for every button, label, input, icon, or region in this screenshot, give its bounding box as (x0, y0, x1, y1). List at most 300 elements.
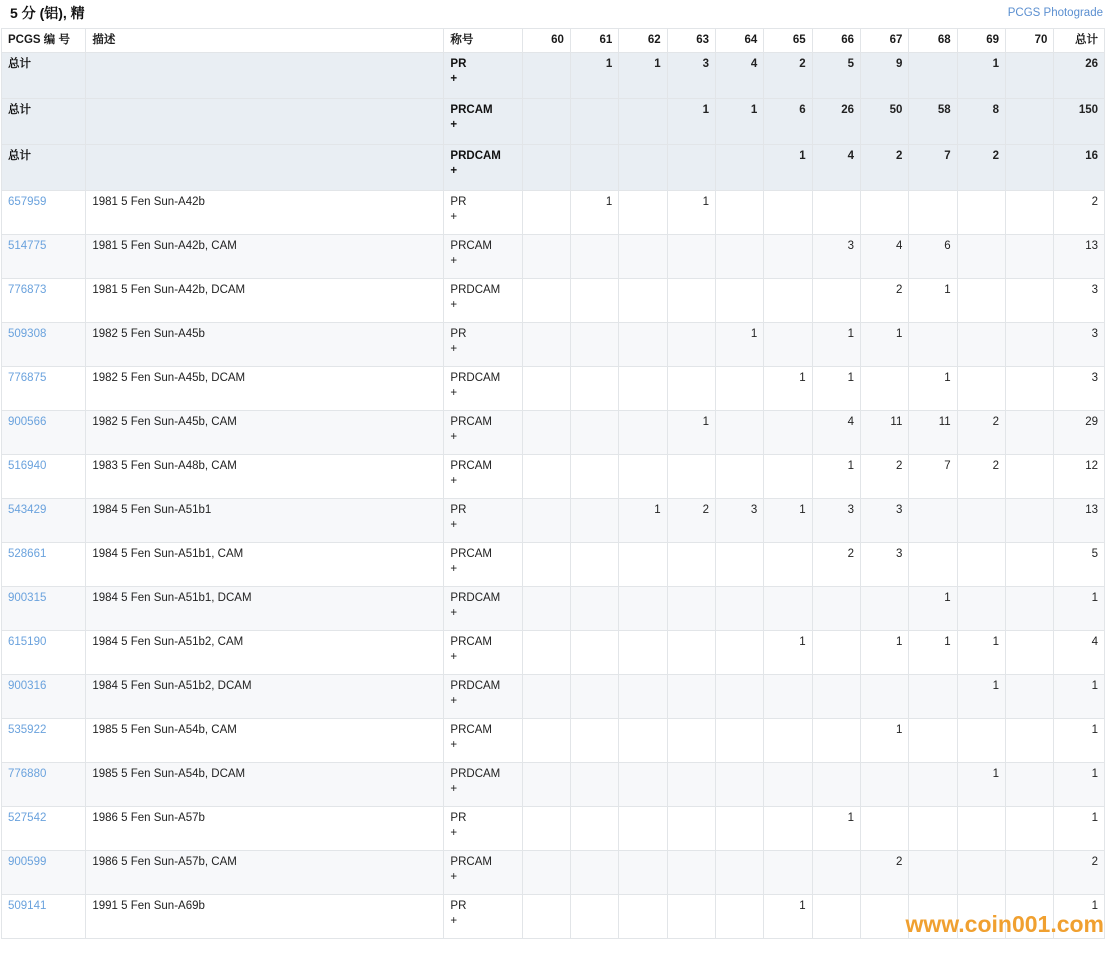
grade-cell-66 (812, 719, 860, 763)
grade-cell-69: 1 (957, 675, 1005, 719)
grade-cell-67: 4 (861, 235, 909, 279)
grade-cell-69 (957, 367, 1005, 411)
grade-cell-63 (667, 895, 715, 939)
row-total-cell: 1 (1054, 719, 1105, 763)
population-table (1, 28, 1105, 939)
designation-cell (444, 191, 522, 235)
designation-plus-label: + (450, 119, 458, 131)
grade-cell-64 (715, 631, 763, 675)
grade-cell-60 (522, 53, 570, 99)
description-cell: 1984 5 Fen Sun-A51b1, DCAM (86, 587, 444, 631)
grade-cell-67 (861, 807, 909, 851)
designation-label: PR (450, 812, 467, 824)
grade-cell-67: 9 (861, 53, 909, 99)
grade-cell-62 (619, 367, 667, 411)
grade-cell-65: 1 (764, 895, 812, 939)
column-header-grade-65: 65 (764, 29, 812, 53)
grade-cell-65 (764, 807, 812, 851)
grade-cell-60 (522, 99, 570, 145)
grade-cell-66 (812, 631, 860, 675)
cert-number-cell (2, 455, 86, 499)
table-row (2, 411, 1105, 455)
grade-cell-69 (957, 587, 1005, 631)
designation-cell (444, 367, 522, 411)
grade-cell-63 (667, 279, 715, 323)
designation-cell (444, 895, 522, 939)
designation-cell (444, 235, 522, 279)
description-cell: 1982 5 Fen Sun-A45b, CAM (86, 411, 444, 455)
row-total-cell: 13 (1054, 235, 1105, 279)
grade-cell-68 (909, 191, 957, 235)
table-row (2, 499, 1105, 543)
description-cell (86, 145, 444, 191)
grade-cell-64 (715, 675, 763, 719)
description-cell: 1986 5 Fen Sun-A57b, CAM (86, 851, 444, 895)
designation-label: PR (450, 58, 467, 70)
grade-cell-69: 2 (957, 455, 1005, 499)
grade-cell-63 (667, 631, 715, 675)
description-cell: 1981 5 Fen Sun-A42b, DCAM (86, 279, 444, 323)
grade-cell-60 (522, 895, 570, 939)
designation-plus-label: + (450, 915, 458, 927)
cert-number-cell (2, 807, 86, 851)
cert-number-cell (2, 851, 86, 895)
table-row (2, 631, 1105, 675)
cert-number-link[interactable]: 900316 (8, 680, 47, 692)
table-row (2, 543, 1105, 587)
grade-cell-70 (1006, 145, 1054, 191)
grade-cell-64 (715, 455, 763, 499)
grade-cell-64: 1 (715, 99, 763, 145)
site-watermark: www.coin001.com (905, 911, 1104, 937)
designation-cell (444, 631, 522, 675)
cert-number-cell (2, 323, 86, 367)
grade-cell-65 (764, 411, 812, 455)
grade-cell-61 (570, 763, 618, 807)
grade-cell-65 (764, 191, 812, 235)
designation-cell (444, 719, 522, 763)
table-row (2, 719, 1105, 763)
grade-cell-67: 1 (861, 631, 909, 675)
row-total-cell: 3 (1054, 279, 1105, 323)
cert-number-cell (2, 719, 86, 763)
cert-number-cell (2, 543, 86, 587)
grade-cell-60 (522, 279, 570, 323)
grade-cell-62 (619, 191, 667, 235)
grade-cell-70 (1006, 895, 1054, 939)
total-label-cell: 总计 (2, 53, 86, 99)
grade-cell-69 (957, 279, 1005, 323)
designation-label: PRCAM (450, 724, 492, 736)
grade-cell-66 (812, 851, 860, 895)
description-cell: 1985 5 Fen Sun-A54b, DCAM (86, 763, 444, 807)
designation-plus-label: + (450, 563, 458, 575)
designation-plus-label: + (450, 73, 458, 85)
grade-cell-67: 2 (861, 145, 909, 191)
designation-cell (444, 455, 522, 499)
grade-cell-66: 2 (812, 543, 860, 587)
grade-cell-67 (861, 191, 909, 235)
grade-cell-67: 2 (861, 279, 909, 323)
description-cell: 1984 5 Fen Sun-A51b2, CAM (86, 631, 444, 675)
grade-cell-64 (715, 145, 763, 191)
grade-cell-62 (619, 411, 667, 455)
grade-cell-68 (909, 719, 957, 763)
grade-cell-69 (957, 191, 1005, 235)
grade-cell-70 (1006, 235, 1054, 279)
grade-cell-61 (570, 235, 618, 279)
page-title: 5 分 (铝), 精 (10, 5, 85, 21)
table-row (2, 587, 1105, 631)
cert-number-cell (2, 279, 86, 323)
cert-number-cell (2, 367, 86, 411)
grade-cell-61 (570, 851, 618, 895)
grade-cell-66: 1 (812, 323, 860, 367)
grade-cell-68 (909, 675, 957, 719)
designation-cell (444, 411, 522, 455)
grade-cell-67: 1 (861, 719, 909, 763)
grade-cell-61 (570, 145, 618, 191)
grade-cell-64 (715, 895, 763, 939)
description-cell (86, 99, 444, 145)
grade-cell-68: 1 (909, 279, 957, 323)
cert-number-cell (2, 675, 86, 719)
row-total-cell: 3 (1054, 323, 1105, 367)
designation-label: PRDCAM (450, 680, 501, 692)
row-total-cell: 4 (1054, 631, 1105, 675)
description-cell: 1983 5 Fen Sun-A48b, CAM (86, 455, 444, 499)
cert-number-link[interactable]: 535922 (8, 724, 47, 736)
grade-cell-62 (619, 543, 667, 587)
grade-cell-70 (1006, 587, 1054, 631)
designation-plus-label: + (450, 431, 458, 443)
grade-cell-62: 1 (619, 499, 667, 543)
grade-cell-68: 7 (909, 455, 957, 499)
row-total-cell: 1 (1054, 675, 1105, 719)
grade-cell-70 (1006, 455, 1054, 499)
grade-cell-67 (861, 367, 909, 411)
grade-cell-65 (764, 323, 812, 367)
designation-cell (444, 279, 522, 323)
grade-cell-65 (764, 719, 812, 763)
table-row (2, 279, 1105, 323)
column-header-grade-68: 68 (909, 29, 957, 53)
grade-cell-64 (715, 807, 763, 851)
designation-cell (444, 499, 522, 543)
designation-plus-label: + (450, 783, 458, 795)
grade-cell-60 (522, 587, 570, 631)
grade-cell-64 (715, 763, 763, 807)
column-header-grade-63: 63 (667, 29, 715, 53)
description-cell: 1984 5 Fen Sun-A51b2, DCAM (86, 675, 444, 719)
column-header-grade-66: 66 (812, 29, 860, 53)
table-row (2, 675, 1105, 719)
grade-cell-64 (715, 367, 763, 411)
row-total-cell: 13 (1054, 499, 1105, 543)
grade-cell-64 (715, 543, 763, 587)
grade-cell-69: 1 (957, 631, 1005, 675)
grade-cell-70 (1006, 807, 1054, 851)
designation-label: PRDCAM (450, 150, 501, 162)
table-total-row (2, 99, 1105, 145)
grade-cell-63: 1 (667, 99, 715, 145)
grade-cell-63 (667, 675, 715, 719)
designation-label: PRCAM (450, 240, 492, 252)
grade-cell-66: 4 (812, 411, 860, 455)
grade-cell-69 (957, 807, 1005, 851)
designation-label: PR (450, 328, 467, 340)
grade-cell-69 (957, 323, 1005, 367)
grade-cell-64 (715, 191, 763, 235)
designation-plus-label: + (450, 607, 458, 619)
grade-cell-62 (619, 631, 667, 675)
grade-cell-61 (570, 543, 618, 587)
cert-number-cell (2, 631, 86, 675)
grade-cell-68 (909, 851, 957, 895)
cert-number-link[interactable]: 776875 (8, 372, 47, 384)
grade-cell-68: 1 (909, 587, 957, 631)
grade-cell-65 (764, 851, 812, 895)
grade-cell-63 (667, 543, 715, 587)
designation-plus-label: + (450, 475, 458, 487)
description-cell: 1984 5 Fen Sun-A51b1, CAM (86, 543, 444, 587)
cert-number-link[interactable]: 615190 (8, 636, 47, 648)
grade-cell-68: 1 (909, 631, 957, 675)
grade-cell-70 (1006, 279, 1054, 323)
grade-cell-63: 1 (667, 411, 715, 455)
grade-cell-66 (812, 279, 860, 323)
grade-cell-62 (619, 675, 667, 719)
cert-number-link[interactable]: 776873 (8, 284, 47, 296)
grade-cell-68 (909, 543, 957, 587)
row-total-cell: 5 (1054, 543, 1105, 587)
designation-plus-label: + (450, 651, 458, 663)
cert-number-cell (2, 235, 86, 279)
row-total-cell: 1 (1054, 587, 1105, 631)
description-cell: 1982 5 Fen Sun-A45b, DCAM (86, 367, 444, 411)
row-total-cell: 1 (1054, 895, 1105, 939)
grade-cell-63 (667, 807, 715, 851)
grade-cell-61 (570, 675, 618, 719)
cert-number-link[interactable]: 900315 (8, 592, 47, 604)
grade-cell-61 (570, 719, 618, 763)
designation-plus-label: + (450, 255, 458, 267)
grade-cell-69 (957, 499, 1005, 543)
grade-cell-63: 2 (667, 499, 715, 543)
grade-cell-61 (570, 895, 618, 939)
grade-cell-70 (1006, 675, 1054, 719)
grade-cell-64 (715, 411, 763, 455)
grade-cell-66 (812, 191, 860, 235)
grade-cell-67 (861, 763, 909, 807)
designation-label: PRDCAM (450, 284, 501, 296)
grade-cell-60 (522, 719, 570, 763)
designation-label: PRCAM (450, 636, 492, 648)
cert-number-link[interactable]: 509141 (8, 900, 47, 912)
designation-cell (444, 587, 522, 631)
grade-cell-60 (522, 191, 570, 235)
grade-cell-61 (570, 499, 618, 543)
grade-cell-62 (619, 763, 667, 807)
column-header-grade-70: 70 (1006, 29, 1054, 53)
grade-cell-70 (1006, 191, 1054, 235)
grade-cell-61 (570, 631, 618, 675)
grade-cell-67: 3 (861, 499, 909, 543)
grade-cell-63 (667, 235, 715, 279)
grade-cell-67: 50 (861, 99, 909, 145)
designation-plus-label: + (450, 343, 458, 355)
column-header-grade-64: 64 (715, 29, 763, 53)
designation-cell (444, 145, 522, 191)
table-row (2, 323, 1105, 367)
grade-cell-67: 3 (861, 543, 909, 587)
cert-number-cell (2, 499, 86, 543)
designation-label: PR (450, 196, 467, 208)
grade-cell-66: 1 (812, 367, 860, 411)
grade-cell-62 (619, 851, 667, 895)
designation-cell (444, 323, 522, 367)
designation-plus-label: + (450, 519, 458, 531)
cert-number-link[interactable]: 528661 (8, 548, 47, 560)
cert-number-link[interactable]: 514775 (8, 240, 47, 252)
grade-cell-66: 3 (812, 235, 860, 279)
grade-cell-60 (522, 543, 570, 587)
grade-cell-68: 1 (909, 367, 957, 411)
grade-cell-63: 3 (667, 53, 715, 99)
designation-label: PRDCAM (450, 372, 501, 384)
grade-cell-65 (764, 763, 812, 807)
grade-cell-67: 1 (861, 323, 909, 367)
designation-plus-label: + (450, 165, 458, 177)
grade-cell-66 (812, 763, 860, 807)
grade-cell-64 (715, 235, 763, 279)
description-cell (86, 53, 444, 99)
cert-number-link[interactable]: 900566 (8, 416, 47, 428)
grade-cell-62 (619, 235, 667, 279)
grade-cell-63 (667, 851, 715, 895)
grade-cell-69: 8 (957, 99, 1005, 145)
table-row (2, 851, 1105, 895)
grade-cell-63 (667, 455, 715, 499)
cert-number-cell (2, 895, 86, 939)
grade-cell-66: 26 (812, 99, 860, 145)
grade-cell-63 (667, 587, 715, 631)
column-header-grade-62: 62 (619, 29, 667, 53)
designation-label: PR (450, 900, 467, 912)
grade-cell-62 (619, 279, 667, 323)
grade-cell-70 (1006, 543, 1054, 587)
pcgs-photograde-link[interactable]: PCGS Photograde (1007, 7, 1103, 19)
grade-cell-67: 2 (861, 851, 909, 895)
table-total-row (2, 145, 1105, 191)
grade-cell-60 (522, 411, 570, 455)
cert-number-link[interactable]: 516940 (8, 460, 47, 472)
grade-cell-64 (715, 279, 763, 323)
description-cell: 1991 5 Fen Sun-A69b (86, 895, 444, 939)
cert-number-link[interactable]: 527542 (8, 812, 47, 824)
designation-plus-label: + (450, 871, 458, 883)
grade-cell-68 (909, 53, 957, 99)
total-label-cell: 总计 (2, 99, 86, 145)
grade-cell-60 (522, 367, 570, 411)
grade-cell-67: 2 (861, 455, 909, 499)
cert-number-cell (2, 191, 86, 235)
grade-cell-70 (1006, 851, 1054, 895)
grade-cell-63: 1 (667, 191, 715, 235)
grade-cell-68: 11 (909, 411, 957, 455)
grade-cell-67 (861, 587, 909, 631)
grade-cell-69 (957, 543, 1005, 587)
grade-cell-68: 6 (909, 235, 957, 279)
table-head (2, 29, 1105, 53)
grade-cell-68 (909, 763, 957, 807)
designation-label: PRDCAM (450, 592, 501, 604)
table-row (2, 367, 1105, 411)
cert-number-link[interactable]: 543429 (8, 504, 47, 516)
table-row (2, 807, 1105, 851)
grade-cell-67: 11 (861, 411, 909, 455)
row-total-cell: 1 (1054, 763, 1105, 807)
grade-cell-67 (861, 895, 909, 939)
grade-cell-69 (957, 719, 1005, 763)
designation-label: PRCAM (450, 460, 492, 472)
designation-plus-label: + (450, 695, 458, 707)
grade-cell-69: 2 (957, 145, 1005, 191)
grade-cell-62 (619, 719, 667, 763)
designation-cell (444, 807, 522, 851)
row-total-cell: 1 (1054, 807, 1105, 851)
grade-cell-68: 7 (909, 145, 957, 191)
table-total-row (2, 53, 1105, 99)
grade-cell-66: 1 (812, 455, 860, 499)
designation-cell (444, 543, 522, 587)
grade-cell-65 (764, 675, 812, 719)
grade-cell-66: 5 (812, 53, 860, 99)
grade-cell-65: 1 (764, 631, 812, 675)
grade-cell-61 (570, 587, 618, 631)
grade-cell-66: 4 (812, 145, 860, 191)
grade-cell-69 (957, 851, 1005, 895)
grade-cell-60 (522, 235, 570, 279)
grade-cell-62 (619, 587, 667, 631)
grade-cell-66: 1 (812, 807, 860, 851)
column-header-grade-67: 67 (861, 29, 909, 53)
designation-cell (444, 99, 522, 145)
grade-cell-70 (1006, 499, 1054, 543)
description-cell: 1984 5 Fen Sun-A51b1 (86, 499, 444, 543)
designation-cell (444, 763, 522, 807)
grade-cell-68: 58 (909, 99, 957, 145)
grade-cell-63 (667, 323, 715, 367)
grade-cell-61 (570, 323, 618, 367)
grade-cell-65 (764, 455, 812, 499)
cert-number-link[interactable]: 776880 (8, 768, 47, 780)
grade-cell-69: 2 (957, 411, 1005, 455)
grade-cell-60 (522, 807, 570, 851)
grade-cell-60 (522, 455, 570, 499)
cert-number-link[interactable]: 900599 (8, 856, 47, 868)
grade-cell-66 (812, 895, 860, 939)
designation-plus-label: + (450, 211, 458, 223)
table-row (2, 191, 1105, 235)
description-cell: 1982 5 Fen Sun-A45b (86, 323, 444, 367)
cert-number-link[interactable]: 657959 (8, 196, 47, 208)
cert-number-link[interactable]: 509308 (8, 328, 47, 340)
designation-plus-label: + (450, 739, 458, 751)
grade-cell-70 (1006, 53, 1054, 99)
grade-cell-64 (715, 851, 763, 895)
description-cell: 1986 5 Fen Sun-A57b (86, 807, 444, 851)
